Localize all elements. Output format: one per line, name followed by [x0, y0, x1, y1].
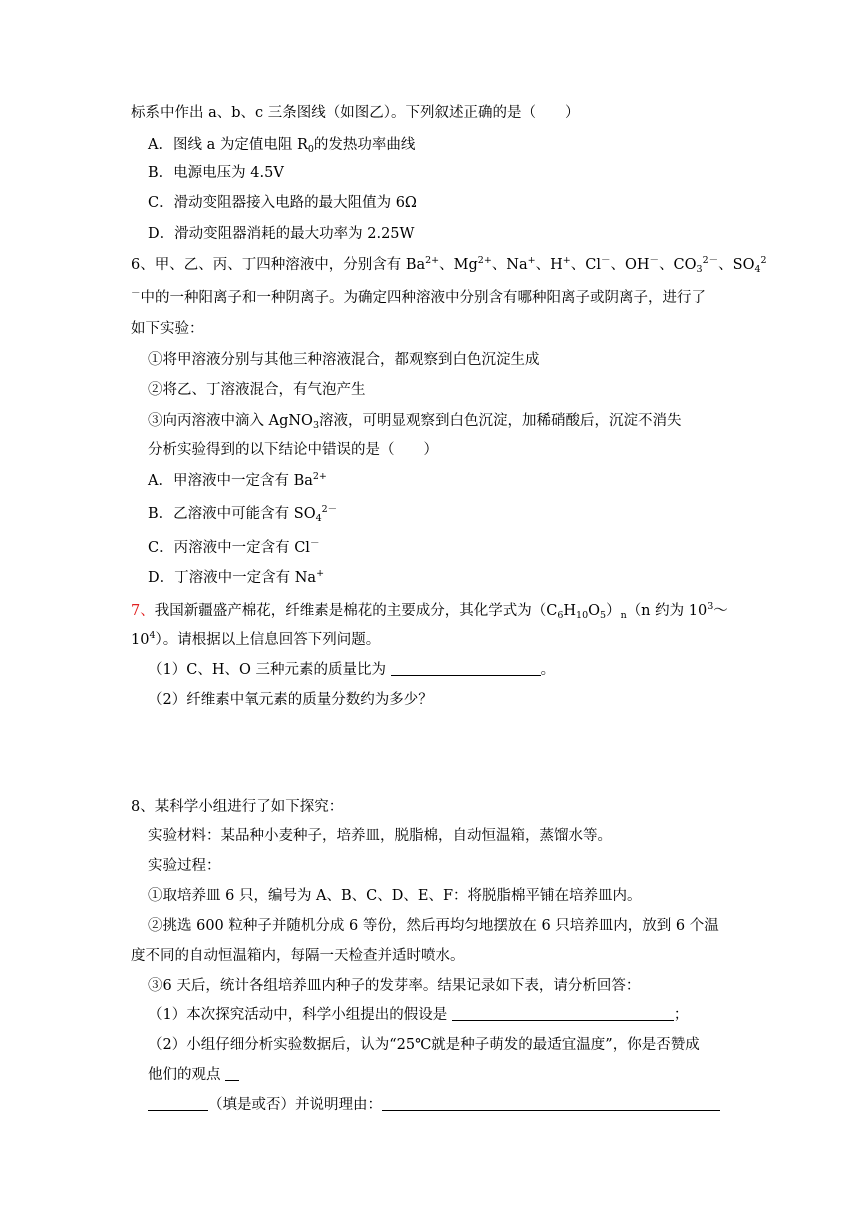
- q5-option-b: B．电源电压为 4.5V: [148, 165, 284, 181]
- q6-stem-line2: －中的一种阳离子和一种阴离子。为确定四种溶液中分别含有哪种阳离子或阴离子，进行了: [131, 288, 707, 306]
- q8-reason-blank[interactable]: [382, 1096, 720, 1111]
- q8-title: 8、某科学小组进行了如下探究：: [131, 799, 344, 815]
- q7-answer-blank-1[interactable]: [391, 661, 541, 676]
- q8-step-2b: 度不同的自动恒温箱内，每隔一天检查并适时喷水。: [131, 948, 465, 964]
- q7-part-1: （1）C、H、O 三种元素的质量比为 。: [148, 662, 556, 678]
- q8-process-label: 实验过程：: [148, 858, 221, 874]
- q7-part-2: （2）纤维素中氧元素的质量分数约为多少？: [148, 692, 433, 708]
- q7-stem-line2: $10^4$）。请根据以上信息回答下列问题。: [131, 630, 381, 648]
- q6-option-c: C．丙溶液中一定含有 Cl－: [148, 538, 320, 556]
- q7-number: 7、: [131, 603, 155, 619]
- q5-option-c: C．滑动变阻器接入电路的最大阻值为 6Ω: [148, 195, 417, 211]
- q8-part-2a: （2）小组仔细分析实验数据后，认为“25℃就是种子萌发的最适宜温度”，你是否赞成: [148, 1037, 700, 1053]
- q6-option-a: A．甲溶液中一定含有 $Ba^{2+}$: [148, 471, 327, 489]
- q6-question: 分析实验得到的以下结论中错误的是（ ）: [148, 442, 438, 458]
- q7-stem-line1: 7、我国新疆盛产棉花，纤维素是棉花的主要成分，其化学式为$(C_6H_{10}O_5)_n(n$ 约为 $10^3\sim$: [131, 601, 728, 621]
- q6-step-2: ②将乙、丁溶液混合，有气泡产生: [148, 382, 366, 398]
- q8-step-2a: ②挑选 600 粒种子并随机分成 6 等份，然后再均匀地摆放在 6 只培养皿内，放到 6 个温: [148, 918, 719, 934]
- q8-step-1: ①取培养皿 6 只，编号为 A、B、C、D、E、F：将脱脂棉平铺在培养皿内。: [148, 888, 642, 904]
- q6-step-1: ①将甲溶液分别与其他三种溶液混合，都观察到白色沉淀生成: [148, 352, 540, 368]
- q6-stem-line1: 6、甲、乙、丙、丁四种溶液中，分别含有 $Ba^{2+}$、$Mg^{2+}$、Na+、H+、Cl－、OH－、$CO_3^{2-}$、$SO_4^2$: [131, 255, 767, 275]
- q8-step-3: ③6 天后，统计各组培养皿内种子的发芽率。结果记录如下表，请分析回答：: [148, 978, 641, 994]
- q8-yes-no-blank[interactable]: [148, 1096, 208, 1111]
- q5-option-d: D．滑动变阻器消耗的最大功率为 2.25W: [148, 226, 415, 242]
- q6-option-d: D．丁溶液中一定含有 Na+: [148, 568, 325, 586]
- q5-stem-tail: 标系中作出 a、b、c 三条图线（如图乙）。下列叙述正确的是（ ）: [131, 105, 580, 121]
- q6-step-3: ③向丙溶液中滴入 AgNO$_3$溶液，可明显观察到白色沉淀，加稀硝酸后，沉淀不消失: [148, 413, 682, 431]
- q8-short-blank[interactable]: [225, 1066, 239, 1081]
- q8-part-3: （填是或否）并说明理由：: [148, 1095, 720, 1115]
- q8-hypothesis-blank[interactable]: [452, 1006, 674, 1021]
- q8-part-2b: 他们的观点: [148, 1065, 239, 1085]
- q6-stem-line3: 如下实验：: [131, 321, 204, 337]
- q8-part-1: （1）本次探究活动中，科学小组提出的假设是 ；: [148, 1007, 689, 1023]
- q6-option-b: B．乙溶液中可能含有 $SO_4^{2-}$: [148, 504, 338, 524]
- q8-materials: 实验材料：某品种小麦种子，培养皿，脱脂棉，自动恒温箱，蒸馏水等。: [148, 828, 612, 844]
- q5-option-a: A．图线 a 为定值电阻 $R_0$的发热功率曲线: [148, 137, 416, 155]
